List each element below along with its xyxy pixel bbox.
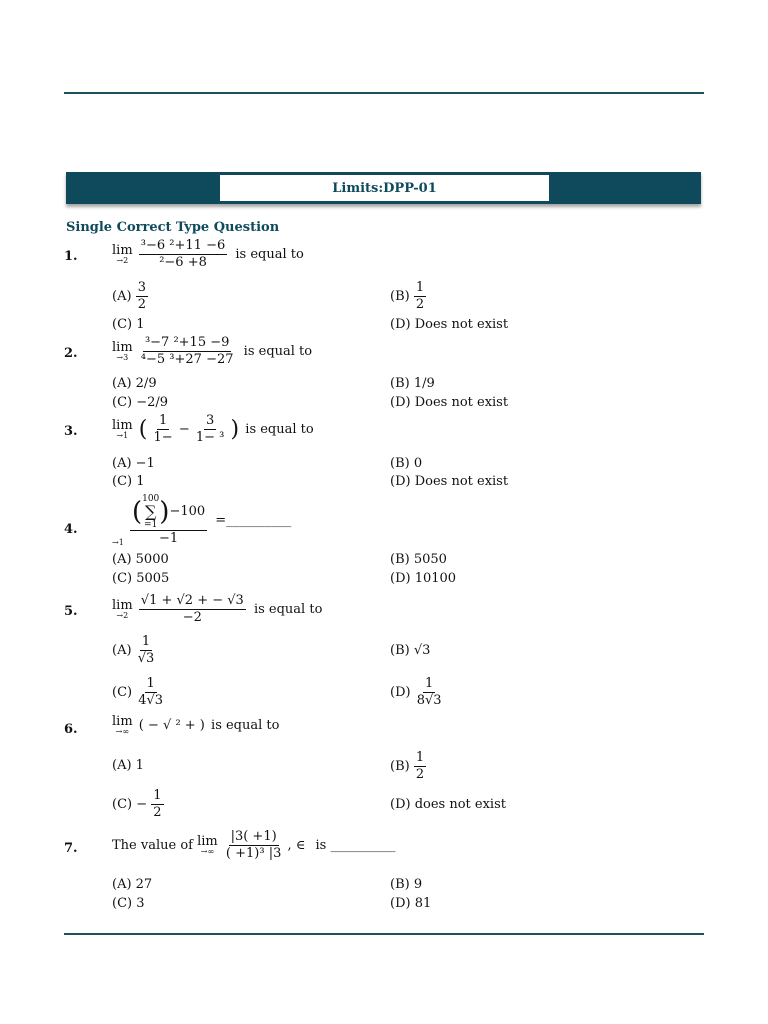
question-3-expression: lim →1 ( $\frac{1}{1-}$ − $\frac{3}{\text{1− ³}}$ ) is equal to (112, 413, 314, 445)
question-5-expression: lim →2 $\frac{√1 + √2 + - √3}{-2}$ is equal to (112, 593, 323, 625)
option-b[interactable]: (B) $\frac{1}{2}$ (390, 280, 425, 312)
page-title: Limits:DPP-01 (220, 175, 549, 201)
option-b[interactable]: (B) 0 (390, 456, 423, 471)
question-number: 3. (64, 424, 78, 439)
top-rule (64, 92, 704, 94)
option-d[interactable]: (D) does not exist (390, 797, 506, 812)
option-d[interactable]: (D) 10100 (390, 571, 457, 586)
option-c[interactable]: (C) 1 (112, 474, 145, 489)
option-c[interactable]: (C) $\frac{1}{4√3}$ (112, 676, 164, 708)
option-d[interactable]: (D) Does not exist (390, 317, 509, 332)
option-a[interactable]: (A) 1 (112, 758, 144, 773)
option-c[interactable]: (C) −2/9 (112, 395, 169, 410)
option-a[interactable]: (A) −1 (112, 456, 155, 471)
bottom-rule (64, 933, 704, 935)
option-a[interactable]: (A) 2/9 (112, 376, 157, 391)
option-a[interactable]: (A) 27 (112, 877, 153, 892)
question-7-expression: The value of lim →∞ $\frac{|3( +1)}{\text{( +1)³ |3}}$ , ∈ is __________ (112, 829, 396, 861)
question-number: 5. (64, 604, 78, 619)
question-number: 4. (64, 522, 78, 537)
option-c[interactable]: (C) − $\frac{1}{2}$ (112, 788, 162, 820)
question-number: 2. (64, 346, 78, 361)
question-4-expression: →1 ( 100 ∑ =1 ) −100 −1 =__________ (112, 494, 292, 547)
option-a[interactable]: (A) $\frac{3}{2}$ (112, 280, 146, 312)
option-b[interactable]: (B) 9 (390, 877, 423, 892)
option-b[interactable]: (B) $\frac{1}{2}$ (390, 750, 425, 782)
option-c[interactable]: (C) 5005 (112, 571, 170, 586)
option-b[interactable]: (B) √3 (390, 643, 431, 658)
option-b[interactable]: (B) 1/9 (390, 376, 435, 391)
option-c[interactable]: (C) 3 (112, 896, 145, 911)
question-number: 1. (64, 249, 78, 264)
option-a[interactable]: (A) 5000 (112, 552, 169, 567)
question-1-expression: lim →2 $\frac{\text{³−6 ²+11 −6}}{\text{²−6 +8}}$ is equal to (112, 238, 304, 270)
option-d[interactable]: (D) Does not exist (390, 395, 509, 410)
option-a[interactable]: (A) $\frac{1}{√3}$ (112, 634, 155, 666)
option-d[interactable]: (D) $\frac{1}{8√3}$ (390, 676, 442, 708)
question-number: 6. (64, 722, 78, 737)
option-b[interactable]: (B) 5050 (390, 552, 447, 567)
option-c[interactable]: (C) 1 (112, 317, 145, 332)
option-d[interactable]: (D) Does not exist (390, 474, 509, 489)
option-d[interactable]: (D) 81 (390, 896, 432, 911)
question-number: 7. (64, 841, 78, 856)
title-banner (66, 172, 701, 204)
question-2-expression: lim →3 $\frac{\text{³−7 ²+15 −9}}{\text{⁴−5 ³+27 −27}}$ is equal to (112, 335, 313, 367)
section-title: Single Correct Type Question (66, 220, 280, 235)
question-6-expression: lim →∞ ( − √ ² + ) is equal to (112, 714, 280, 736)
